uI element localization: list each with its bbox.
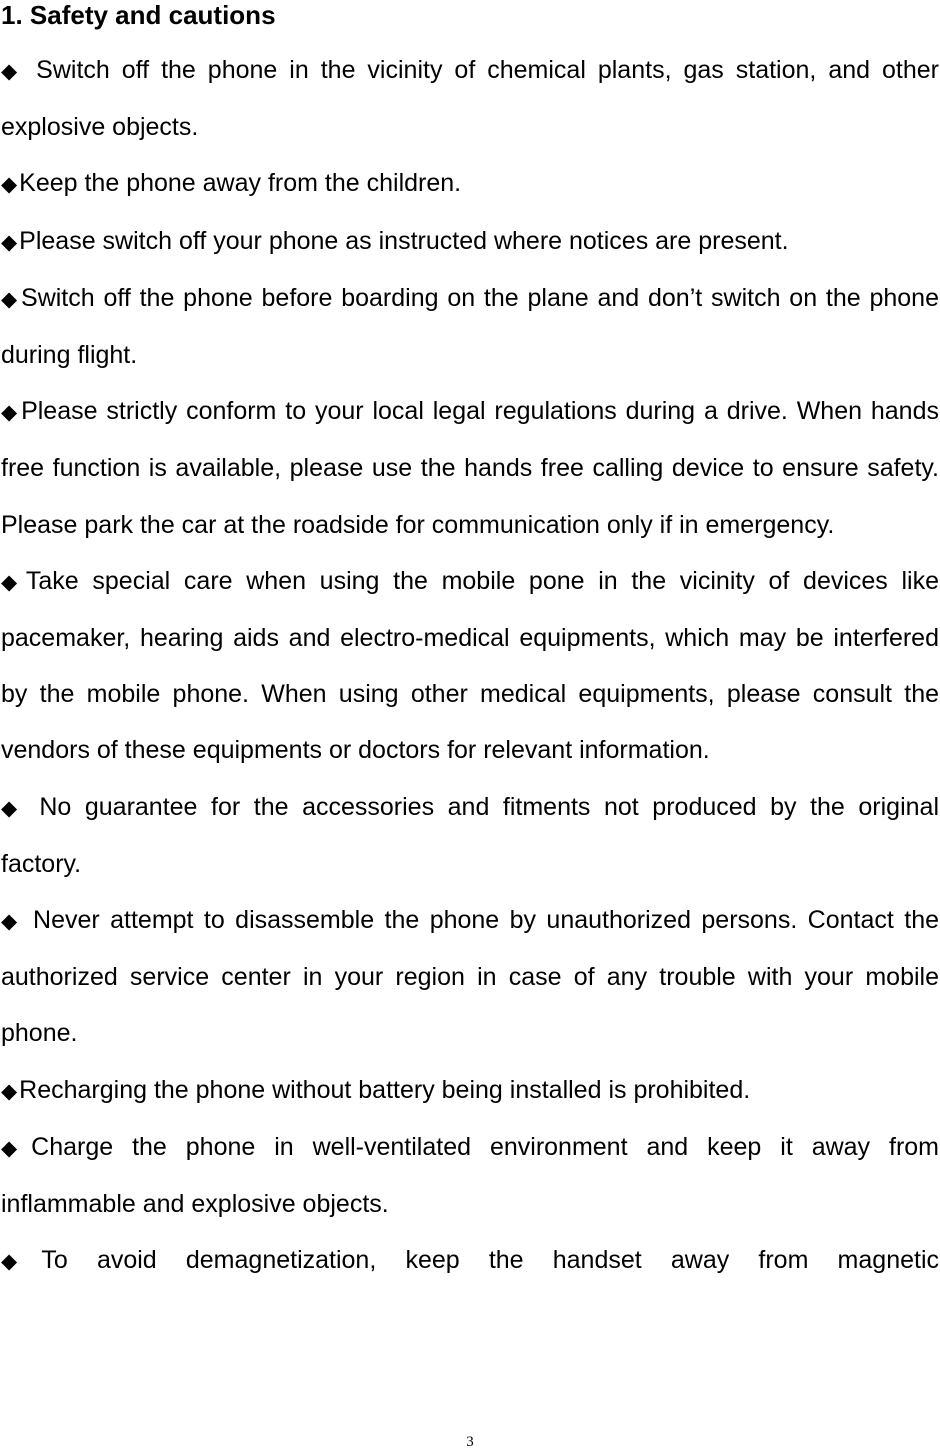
diamond-bullet-icon: ◆ [1, 1078, 18, 1103]
caution-text: Keep the phone away from the children. [19, 169, 462, 198]
page-number: 3 [466, 1434, 474, 1450]
caution-item-plane [1, 270, 939, 383]
caution-text: Please strictly conform to your local legal regulations during a drive. When hands free function is available, please use the hands free calling device to ensure safety. Please park the car at the roadside for communication only if in emergency. [1, 397, 939, 539]
diamond-bullet-icon: ◆ [1, 909, 21, 934]
diamond-bullet-icon: ◆ [1, 59, 23, 83]
diamond-bullet-icon: ◆ [1, 569, 24, 594]
caution-item-chemical-plants [1, 42, 939, 155]
manual-page [1, 0, 939, 1289]
caution-item-demagnetization [1, 1232, 939, 1289]
caution-text: Switch off the phone in the vicinity of chemical plants, gas station, and other explosive objects. [1, 56, 939, 142]
caution-text: To avoid demagnetization, keep the handset away from magnetic [41, 1246, 939, 1275]
caution-item-children [1, 155, 939, 212]
caution-item-notices [1, 213, 939, 270]
caution-text: Recharging the phone without battery being installed is prohibited. [19, 1075, 751, 1104]
caution-text: No guarantee for the accessories and fitments not produced by the original factory. [1, 792, 940, 878]
caution-text: Take special care when using the mobile pone in the vicinity of devices like pacemaker, hearing aids and electro-medical equipments, which may be interfered by the mobile phone. When using other medical equipments, please consult the vendors of these equipments or doctors for relevant information. [1, 566, 940, 765]
cautions-list [1, 42, 939, 1289]
caution-item-driving [1, 383, 939, 553]
caution-text: Charge the phone in well-ventilated environment and keep it away from inflammable and explosive objects. [1, 1132, 939, 1219]
diamond-bullet-icon: ◆ [1, 229, 18, 254]
diamond-bullet-icon: ◆ [1, 400, 20, 425]
caution-text: Never attempt to disassemble the phone by unauthorized persons. Contact the authorized service center in your region in case of any trouble with your mobile phone. [1, 906, 940, 1048]
diamond-bullet-icon: ◆ [1, 286, 20, 311]
caution-item-recharging [1, 1062, 939, 1119]
diamond-bullet-icon: ◆ [1, 795, 24, 820]
caution-item-disassemble [1, 892, 939, 1062]
caution-item-ventilation [1, 1119, 939, 1232]
caution-item-medical-devices [1, 553, 939, 779]
caution-item-accessories [1, 779, 939, 892]
caution-text: Switch off the phone before boarding on the plane and don’t switch on the phone during flight. [1, 283, 939, 370]
diamond-bullet-icon: ◆ [1, 1249, 40, 1274]
diamond-bullet-icon: ◆ [1, 172, 18, 197]
section-title: 1. Safety and cautions [1, 0, 276, 30]
diamond-bullet-icon: ◆ [1, 1135, 30, 1160]
caution-text: Please switch off your phone as instructed where notices are present. [19, 226, 789, 255]
